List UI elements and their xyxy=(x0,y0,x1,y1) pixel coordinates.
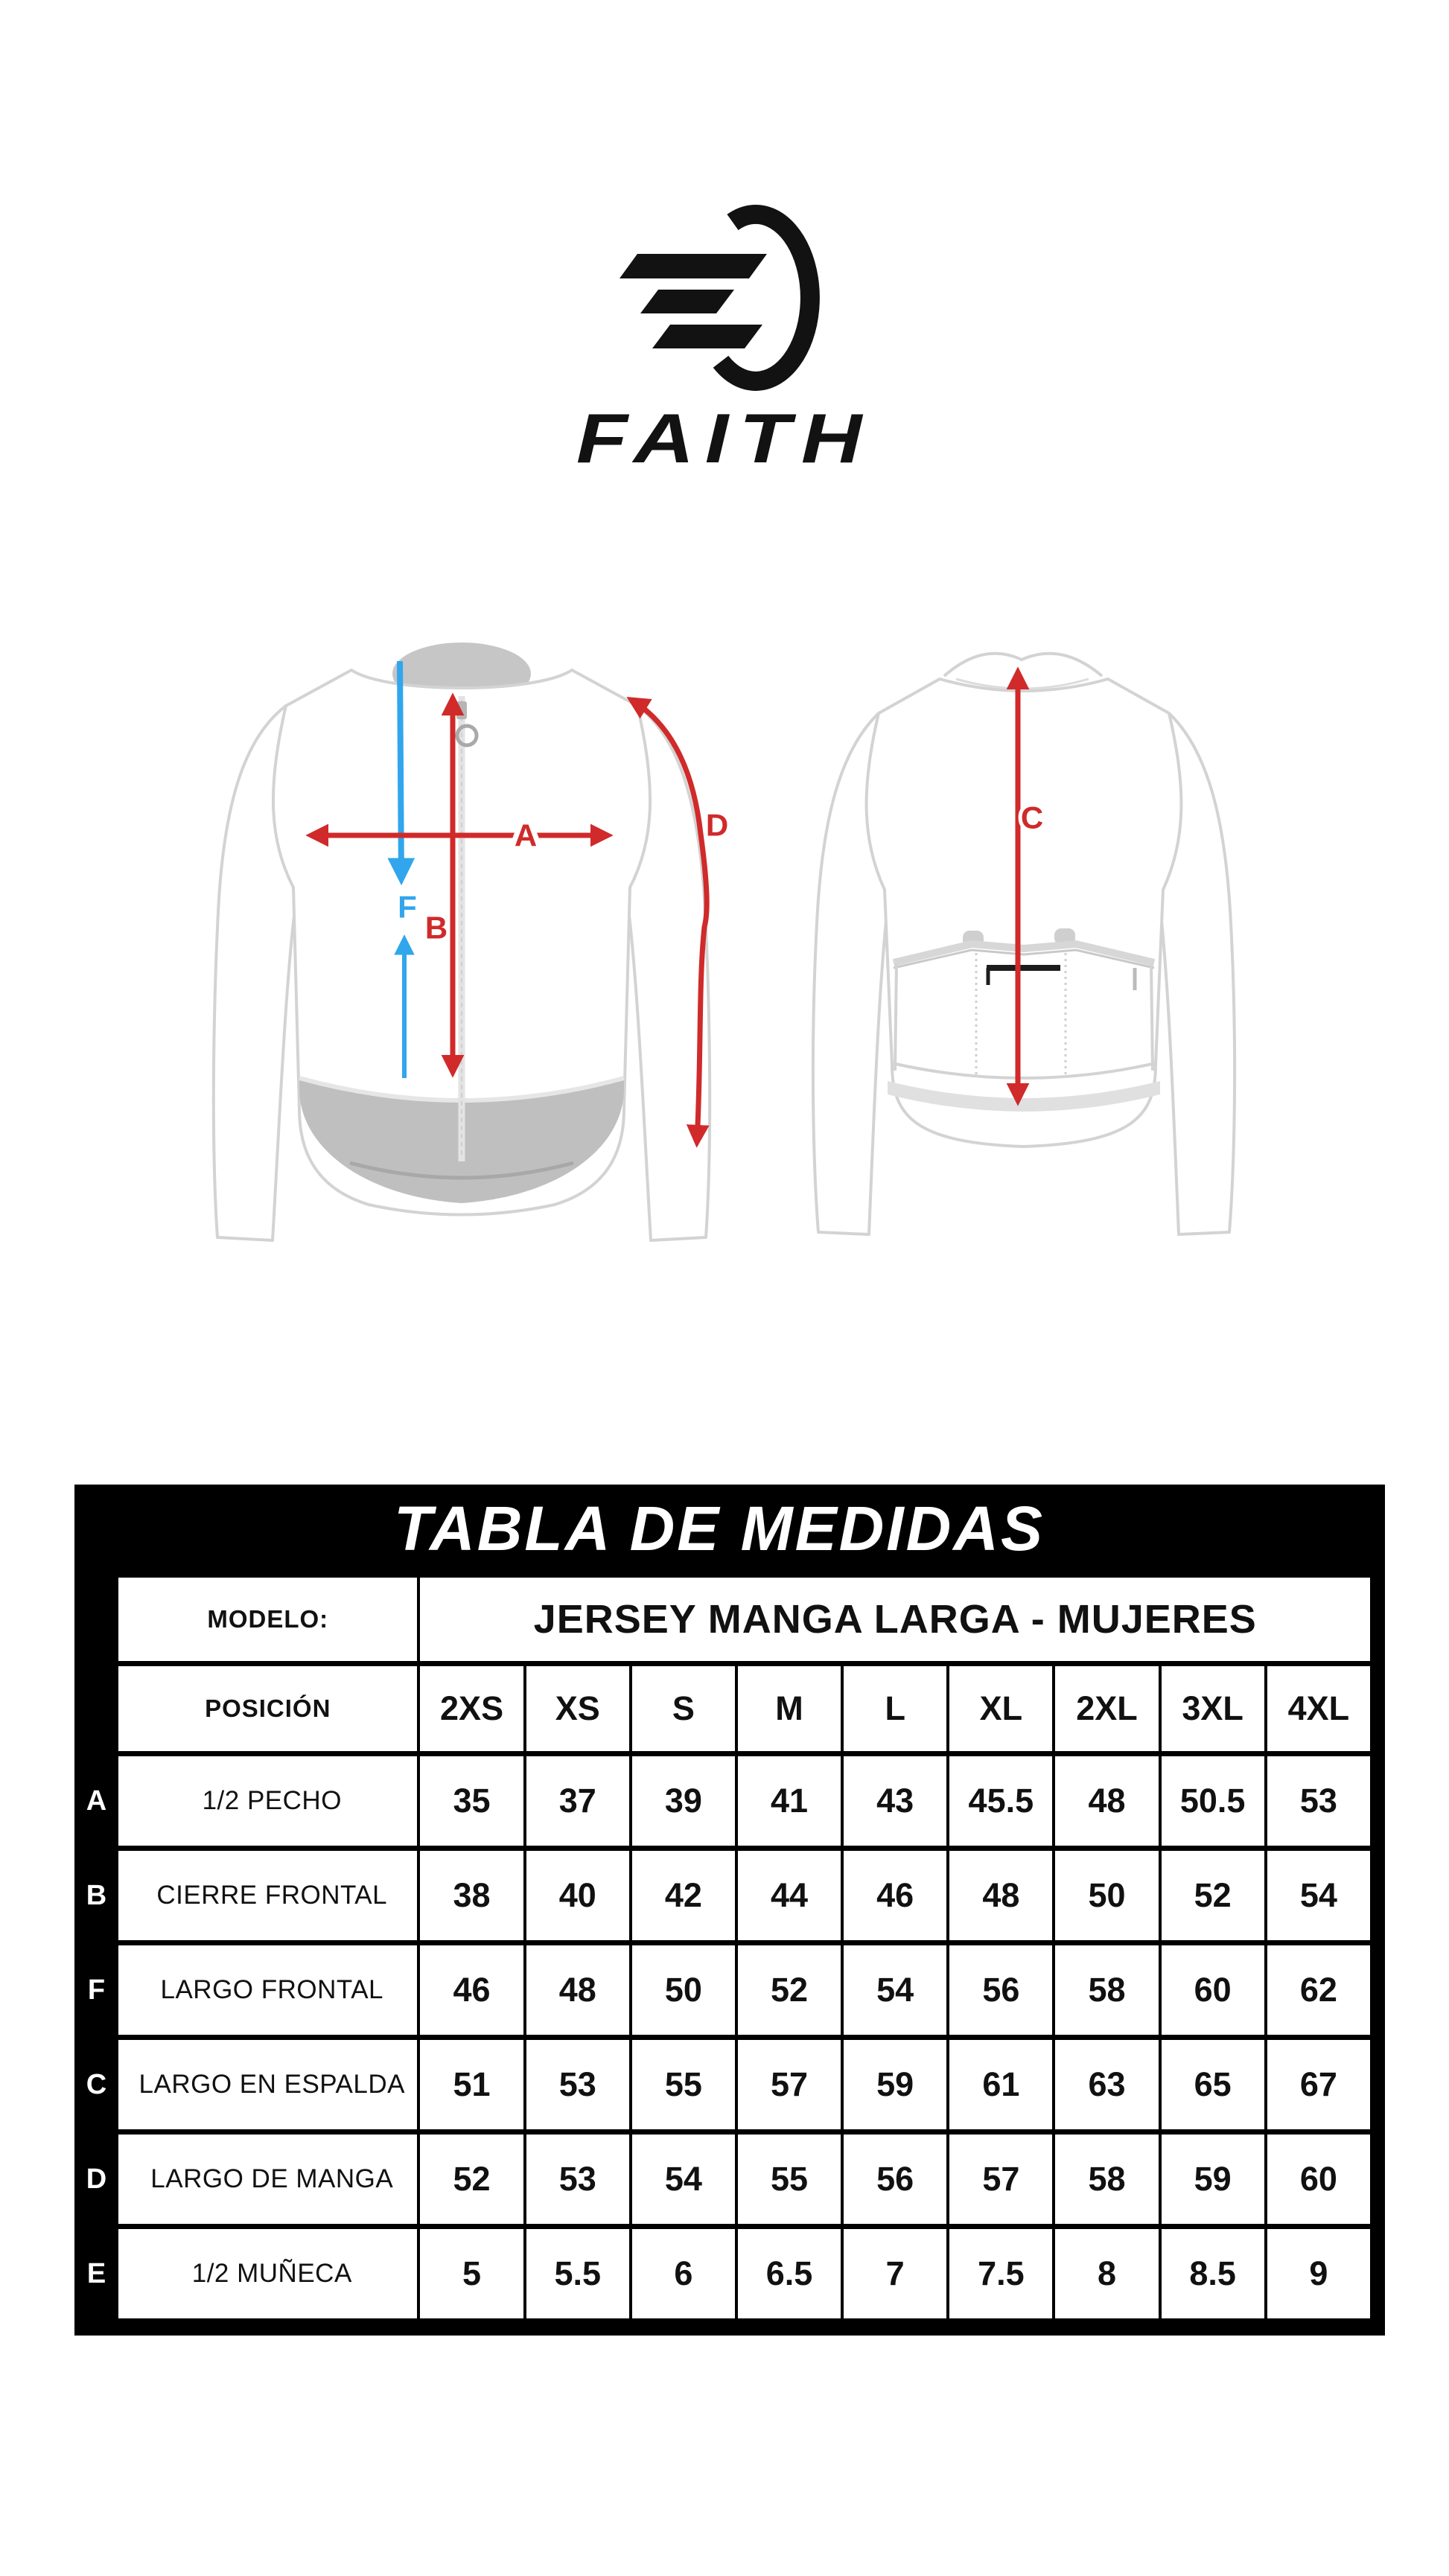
model-label: MODELO: xyxy=(117,1575,418,1664)
row-letter: F xyxy=(76,1943,117,2038)
logo-ring xyxy=(721,214,810,381)
measure-value: 57 xyxy=(736,2038,842,2132)
size-header: S xyxy=(631,1664,736,1754)
table-row xyxy=(76,2038,1372,2132)
size-header: 2XL xyxy=(1054,1664,1159,1754)
measure-value: 39 xyxy=(631,1754,736,1849)
measure-value: 63 xyxy=(1054,2038,1159,2132)
measure-value: 58 xyxy=(1054,1943,1159,2038)
table-row xyxy=(76,1849,1372,1943)
measure-value: 62 xyxy=(1266,1943,1372,2038)
size-header: M xyxy=(736,1664,842,1754)
row-letter-spacer xyxy=(76,1664,117,1754)
measure-value: 48 xyxy=(525,1943,631,2038)
row-letter: C xyxy=(76,2038,117,2132)
row-letter-spacer xyxy=(76,1575,117,1664)
measure-value: 7 xyxy=(842,2227,948,2321)
measure-value: 54 xyxy=(842,1943,948,2038)
size-header: 4XL xyxy=(1266,1664,1372,1754)
measure-value: 48 xyxy=(948,1849,1054,1943)
table-row xyxy=(76,1754,1372,1849)
measure-value: 37 xyxy=(525,1754,631,1849)
measure-value: 5.5 xyxy=(525,2227,631,2321)
size-header: 2XS xyxy=(418,1664,524,1754)
logo-speed-bar-top xyxy=(620,254,767,278)
row-label: LARGO EN ESPALDA xyxy=(117,2038,418,2132)
table-title: TABLA DE MEDIDAS xyxy=(394,1493,1045,1563)
measure-value: 51 xyxy=(418,2038,524,2132)
measure-value: 52 xyxy=(1160,1849,1266,1943)
measure-value: 54 xyxy=(631,2132,736,2227)
size-table-panel xyxy=(74,1485,1385,2336)
model-value: JERSEY MANGA LARGA - MUJERES xyxy=(418,1575,1372,1664)
measure-value: 6 xyxy=(631,2227,736,2321)
row-label: 1/2 MUÑECA xyxy=(117,2227,418,2321)
measure-value: 60 xyxy=(1160,1943,1266,2038)
back-pocket-side-left xyxy=(895,964,897,1071)
measure-value: 53 xyxy=(1266,1754,1372,1849)
measure-value: 61 xyxy=(948,2038,1054,2132)
measure-value: 9 xyxy=(1266,2227,1372,2321)
measure-value: 59 xyxy=(1160,2132,1266,2227)
measure-value: 53 xyxy=(525,2038,631,2132)
table-row xyxy=(76,2227,1372,2321)
measure-value: 54 xyxy=(1266,1849,1372,1943)
measure-value: 59 xyxy=(842,2038,948,2132)
measure-value: 46 xyxy=(842,1849,948,1943)
measure-value: 52 xyxy=(736,1943,842,2038)
measure-value: 50 xyxy=(631,1943,736,2038)
row-letter: A xyxy=(76,1754,117,1849)
measure-value: 7.5 xyxy=(948,2227,1054,2321)
back-pocket-side-right xyxy=(1151,964,1153,1071)
brand-name: FAITH xyxy=(576,399,873,477)
position-header: POSICIÓN xyxy=(117,1664,418,1754)
measure-value: 50.5 xyxy=(1160,1754,1266,1849)
size-table xyxy=(74,1572,1373,2324)
size-header: XS xyxy=(525,1664,631,1754)
row-label: CIERRE FRONTAL xyxy=(117,1849,418,1943)
row-letter: D xyxy=(76,2132,117,2227)
table-row xyxy=(76,2132,1372,2227)
measure-value: 55 xyxy=(631,2038,736,2132)
row-label: LARGO DE MANGA xyxy=(117,2132,418,2227)
logo-speed-bar-middle xyxy=(640,290,734,313)
measure-value: 57 xyxy=(948,2132,1054,2227)
measure-value: 56 xyxy=(948,1943,1054,2038)
measure-value: 50 xyxy=(1054,1849,1159,1943)
logo-speed-bar-bottom xyxy=(652,325,762,348)
measure-value: 52 xyxy=(418,2132,524,2227)
measure-value: 43 xyxy=(842,1754,948,1849)
measure-label-c: C xyxy=(1020,800,1044,835)
model-row xyxy=(76,1575,1372,1664)
size-header-row xyxy=(76,1664,1372,1754)
row-label: LARGO FRONTAL xyxy=(117,1943,418,2038)
back-torso xyxy=(867,679,1182,1147)
measure-label-d: D xyxy=(705,807,729,843)
jersey-front-view xyxy=(214,643,728,1240)
measure-value: 67 xyxy=(1266,2038,1372,2132)
measure-value: 42 xyxy=(631,1849,736,1943)
brand-logo-icon xyxy=(551,190,938,398)
back-collar xyxy=(944,654,1102,676)
measure-value: 45.5 xyxy=(948,1754,1054,1849)
measure-value: 55 xyxy=(736,2132,842,2227)
row-label: 1/2 PECHO xyxy=(117,1754,418,1849)
measure-label-b: B xyxy=(424,910,448,946)
measure-value: 60 xyxy=(1266,2132,1372,2227)
measure-value: 38 xyxy=(418,1849,524,1943)
row-letter: E xyxy=(76,2227,117,2321)
jersey-back-view xyxy=(813,654,1235,1234)
measure-value: 8.5 xyxy=(1160,2227,1266,2321)
measure-value: 46 xyxy=(418,1943,524,2038)
measure-value: 5 xyxy=(418,2227,524,2321)
measure-value: 44 xyxy=(736,1849,842,1943)
measure-arrow-f-down xyxy=(400,661,401,879)
measure-value: 58 xyxy=(1054,2132,1159,2227)
table-row xyxy=(76,1943,1372,2038)
measure-value: 48 xyxy=(1054,1754,1159,1849)
size-header: 3XL xyxy=(1160,1664,1266,1754)
measure-value: 35 xyxy=(418,1754,524,1849)
measure-value: 65 xyxy=(1160,2038,1266,2132)
measure-value: 6.5 xyxy=(736,2227,842,2321)
jersey-measurement-diagram xyxy=(0,596,1449,1281)
measure-value: 8 xyxy=(1054,2227,1159,2321)
size-header: XL xyxy=(948,1664,1054,1754)
measure-value: 56 xyxy=(842,2132,948,2227)
measure-value: 41 xyxy=(736,1754,842,1849)
size-header: L xyxy=(842,1664,948,1754)
measure-label-a: A xyxy=(514,817,538,853)
measure-label-f: F xyxy=(398,889,417,925)
row-letter: B xyxy=(76,1849,117,1943)
measure-value: 40 xyxy=(525,1849,631,1943)
front-zipper-slider xyxy=(456,701,467,719)
measure-value: 53 xyxy=(525,2132,631,2227)
